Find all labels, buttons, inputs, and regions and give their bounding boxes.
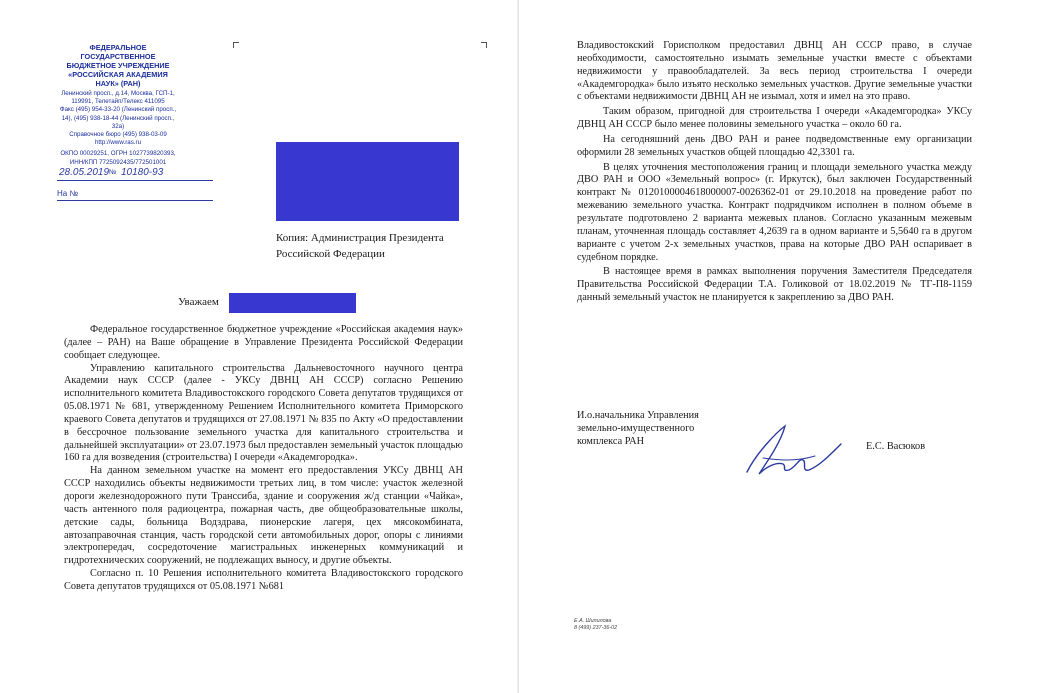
number-label: №	[109, 169, 117, 176]
corner-mark	[481, 42, 487, 48]
institution-site: http://www.ras.ru	[94, 139, 142, 147]
paragraph: В целях уточнения местоположения границ и площади земельного участка между ДВО РАН и ООО «Земельный вопрос» (г. Иркутск), был заключен Государственный контракт № 0120100004618000007-0026362-01 от 29.10.2018 на проведение работ по межеванию земельного участка. Контракт подрядчиком исполнен в полном объеме в результате подготовлено 2 варианта межевых планов. Согласно указанным межевым планам, уточненная площадь составляет 4,2639 га в одном варианте и 5,5640 га в другом варианте с учетом 2-х земельных участков, права на которые ДВО РАН оспаривает в судебном порядке.	[577, 161, 972, 263]
letter-body-right	[577, 40, 972, 307]
reference-line	[57, 189, 213, 201]
signatory-line: И.о.начальника Управления	[577, 410, 699, 421]
signatory-line: земельно-имущественного	[577, 423, 695, 434]
institution-name: ФЕДЕРАЛЬНОЕ ГОСУДАРСТВЕННОЕ БЮДЖЕТНОЕ УЧРЕЖДЕНИЕ «РОССИЙСКАЯ АКАДЕМИЯ НАУК» (РАН)	[66, 43, 170, 88]
handwritten-date: 28.05.2019	[59, 167, 110, 178]
letter-body-left	[64, 324, 463, 594]
executor-name: Е.А. Шипилова	[574, 618, 612, 624]
paragraph: Согласно п. 10 Решения исполнительного комитета Владивостокского городского Совета депутатов трудящихся от 05.08.1971 №681	[64, 568, 463, 592]
executor-info	[574, 618, 617, 632]
signatory-title	[577, 409, 699, 448]
executor-phone: 8 (499) 237-36-02	[574, 625, 618, 631]
institution-fax: Факс (495) 954-33-20 (Ленинский просп., 14), (495) 938-18-44 (Ленинский просп., 32а)	[59, 106, 177, 130]
paragraph: В настоящее время в рамках выполнения поручения Заместителя Председателя Правительства Российской Федерации Т.А. Голиковой от 18.02.2019 № ТГ-П8-1159 данный земельный участок не планируется к закреплению за ДВО РАН.	[577, 266, 972, 304]
signatory-name: Е.С. Васюков	[866, 441, 926, 452]
paragraph: Владивостокский Горисполком предоставил ДВНЦ АН СССР право, в случае необходимости, самостоятельно изымать земельные участки вместе с объектами недвижимости у правообладателей. За весь период строительства I очереди «Академгородка» было изъято несколько земельных участков. Другие земельные участки с объектами недвижимости ДВНЦ АН не изымал, хотя и имел на это право.	[577, 40, 972, 103]
redacted-name	[229, 293, 356, 313]
letter-page-2	[519, 0, 1038, 693]
handwritten-signature	[737, 422, 847, 482]
paragraph: Таким образом, пригодной для строительства I очереди «Академгородка» УКСу ДВНЦ АН СССР было менее половины земельного участка – около 60 га.	[577, 106, 972, 131]
institution-address: Ленинский просп., д.14, Москва, ГСП-1, 119991, Телетайп/Телекс 411095	[61, 90, 175, 106]
signatory-line: комплекса РАН	[577, 436, 645, 447]
greeting-text: Уважаем	[178, 296, 219, 308]
reference-label: На №	[57, 189, 79, 198]
date-number-line	[57, 168, 213, 181]
paragraph: На сегодняшний день ДВО РАН и ранее подведомственные ему организации оформили 28 земельных участков общей площадью 42,3301 га.	[577, 133, 972, 158]
redacted-addressee	[276, 142, 459, 221]
copy-recipient: Копия: Администрация Президента Российской Федерации	[276, 232, 444, 260]
paragraph: Управлению капитального строительства Дальневосточного научного центра Академии наук СССР (далее - УКСу ДВНЦ АН СССР) согласно Решению исполнительного комитета Владивостокского городского Совета депутатов трудящихся от 05.08.1971 № 681, утвержденному Решением Исполнительного комитета Приморского краевого Совета депутатов и трудящихся от 27.08.1971 № 835 по Акту «О предоставлении в бессрочное пользование земельного участка для капитального строительства и дальнейшей эксплуатации» от 23.07.1973 был предоставлен земельный участок площадью 160 га для возведения (строительства) I очереди «Академгородка».	[64, 362, 463, 464]
corner-mark	[233, 42, 239, 48]
institution-codes: ОКПО 00029251, ОГРН 1027739820393, ИНН/КПП 7725092435/772501001	[60, 150, 176, 166]
greeting	[178, 296, 219, 308]
handwritten-number: 10180-93	[121, 167, 164, 178]
letterhead	[56, 43, 180, 167]
institution-phone: Справочное бюро (495) 938-03-09	[69, 131, 167, 139]
paragraph: Федеральное государственное бюджетное учреждение «Российская академия наук» (далее – РАН) на Ваше обращение в Управление Президента Российской Федерации сообщает следующее.	[64, 324, 463, 361]
paragraph: На данном земельном участке на момент его предоставления УКСу ДВНЦ АН СССР находились объекты недвижимости третьих лиц, в том числе: участок железной дороги железнодорожного пути Транссиба, здание и сооружения ж/д станции «Чайка», часть антенного поля радиоцентра, пожарная часть, две общеобразовательные школы, детские сады, больница Водздрава, пионерские лагеря, цех мясокомбината, автозаправочная станция, часть городской сети автомобильных дорог, опоры с линиями электропередач, сосредоточение магистральных инженерных коммуникаций и гидротехнических сооружений, не подлежащих выносу, и другие объекты.	[64, 465, 463, 567]
